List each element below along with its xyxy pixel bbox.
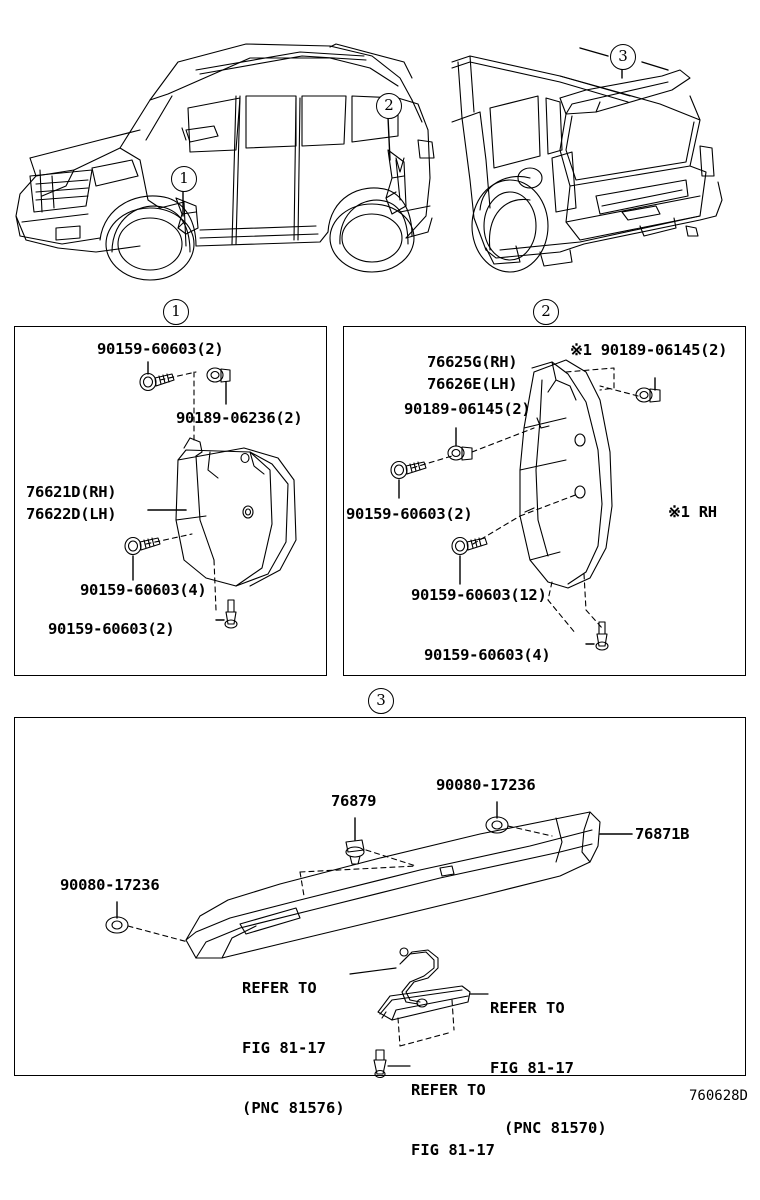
part-label-76871B: 76871B [635,825,690,843]
callout-circle-2-on-vehicle: 2 [376,93,402,119]
part-label-90159-60603-2-a: 90159-60603(2) [97,340,224,358]
refer-block-pnc-81576 [242,938,345,1158]
callout-circle-1-on-vehicle: 1 [171,166,197,192]
part-label-90080-17236-left: 90080-17236 [60,876,160,894]
part-label-90159-60603-4: 90159-60603(4) [80,581,207,599]
vehicle-front-three-quarter-view [16,44,434,280]
panel-3-frame [14,717,746,1076]
refer-line-2: FIG 81-17 [411,1141,495,1159]
refer-block-screw [411,1040,495,1200]
panel-2-number: 2 [533,299,559,325]
panel-2-frame [343,326,746,676]
panel-1-number: 1 [163,299,189,325]
note-rh-marker: ※1 RH [668,503,717,521]
refer-block-pnc-81570 [490,958,607,1178]
part-label-90159-60603-2-panel2: 90159-60603(2) [346,505,473,523]
part-label-90189-06236-2: 90189-06236(2) [176,409,303,427]
part-label-90189-06145-2-marked: ※1 90189-06145(2) [570,341,728,359]
part-label-90159-60603-4-panel2: 90159-60603(4) [424,646,551,664]
callout-circle-3-on-vehicle: 3 [610,44,636,70]
part-label-90159-60603-12: 90159-60603(12) [411,586,547,604]
refer-line-1: REFER TO [242,979,317,997]
refer-line-1: REFER TO [490,999,565,1017]
panel-3-number: 3 [368,688,394,714]
part-label-90189-06145-2: 90189-06145(2) [404,400,531,418]
part-label-90159-60603-2-b: 90159-60603(2) [48,620,175,638]
refer-line-2: FIG 81-17 [490,1059,574,1077]
refer-line-2: FIG 81-17 [242,1039,326,1057]
diagram-code: 760628D [688,1088,748,1104]
part-label-76626E-LH: 76626E(LH) [427,375,518,393]
part-label-90080-17236-top: 90080-17236 [436,776,536,794]
refer-line-3: (PNC 81570) [504,1119,607,1137]
part-label-76879: 76879 [331,792,377,810]
part-label-76622D-LH: 76622D(LH) [26,505,117,523]
part-label-76621D-RH: 76621D(RH) [26,483,117,501]
refer-line-1: REFER TO [411,1081,486,1099]
vehicle-rear-three-quarter-view [452,48,722,272]
refer-line-3: (PNC 81576) [242,1099,345,1117]
part-label-76625G-RH: 76625G(RH) [427,353,518,371]
